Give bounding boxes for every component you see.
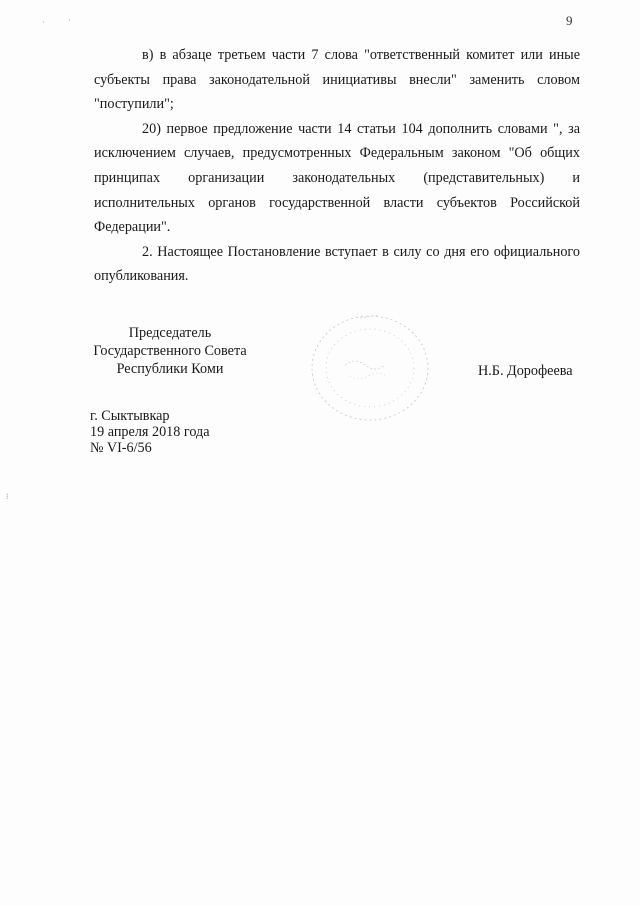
official-seal-icon [305,310,435,425]
document-footer [90,408,210,456]
place: г. Сыктывкар [90,408,170,424]
date: 19 апреля 2018 года [90,424,210,440]
paragraph-item-20: 20) первое предложение части 14 статьи 104 дополнить словами ", за исключением случаев, предусмотренных Федеральным законом "Об общих принципах организации законодательных (представительных) и исполнительных органов государственной власти субъектов Российской Федерации". [94,120,580,236]
scan-artifact: ⁝ [6,492,9,501]
document-body [94,43,580,289]
signer-name: Н.Б. Дорофеева [478,363,573,379]
document-number: № VI-6/56 [90,440,152,456]
paragraph-effective-date: 2. Настоящее Постановление вступает в силу со дня его официального опубликования. [94,243,580,285]
page-number: 9 [566,13,573,28]
signature-block [90,324,250,378]
scan-artifact: · [42,18,45,27]
signature-title-line1: Председатель [128,325,212,341]
scan-artifact: · [68,16,71,25]
paragraph-item-v: в) в абзаце третьем части 7 слова "ответственный комитет или иные субъекты права законодательной инициативы внесли" заменить словом "поступили"; [94,47,580,113]
signature-title-line2: Государственного Совета [93,343,247,359]
signature-title-line3: Республики Коми [116,361,224,377]
